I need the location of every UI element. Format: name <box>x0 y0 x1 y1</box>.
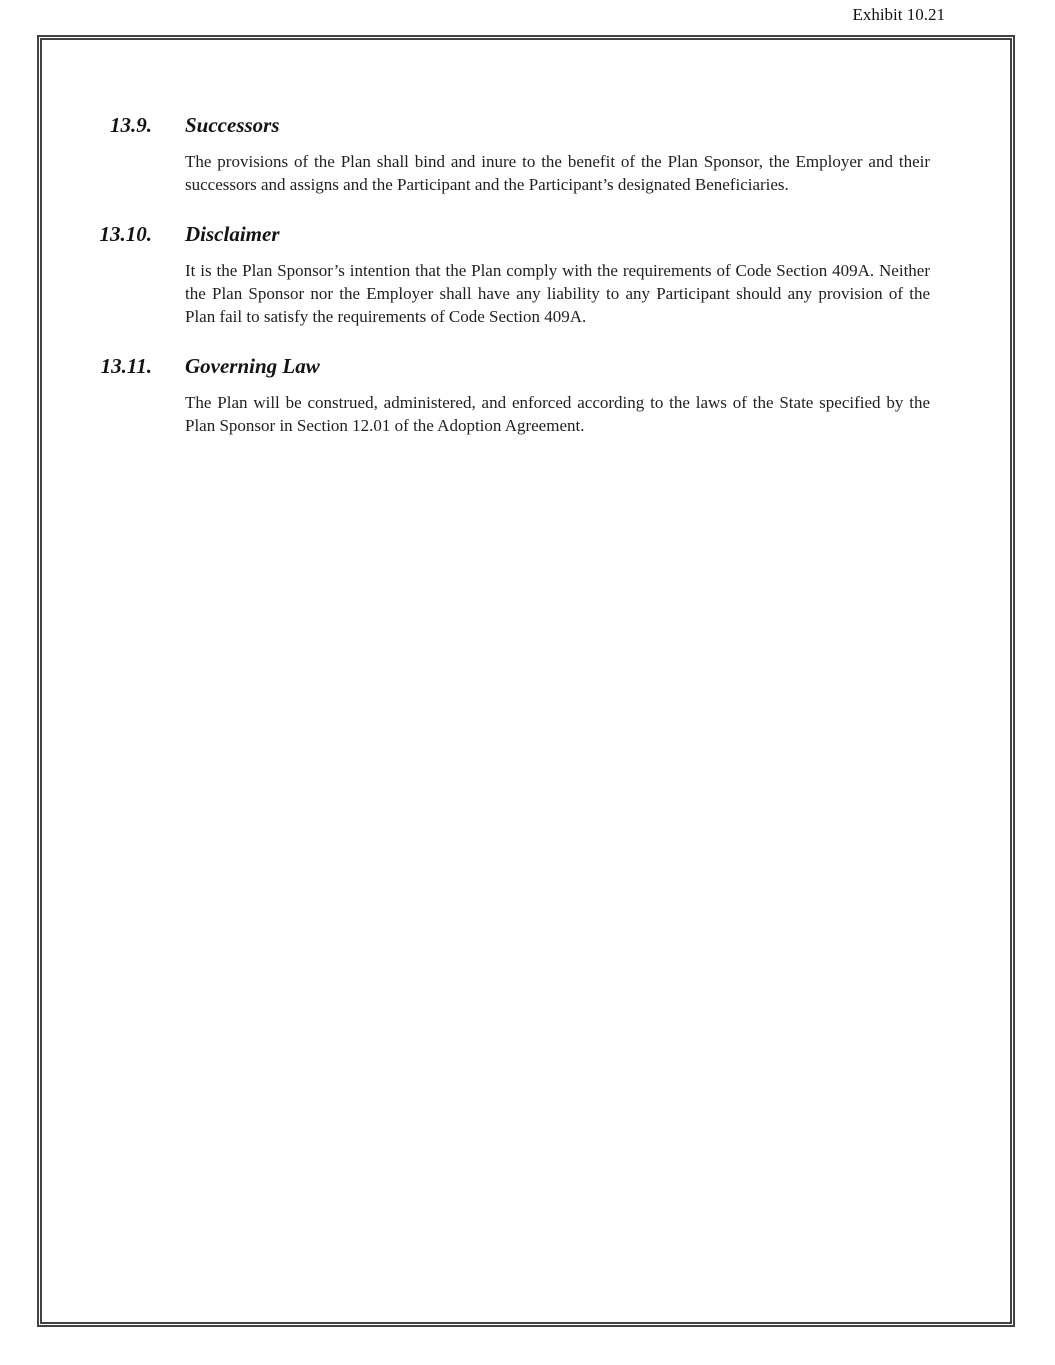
section-title: Disclaimer <box>185 222 280 246</box>
section-title: Successors <box>185 113 280 137</box>
section-title: Governing Law <box>185 354 320 378</box>
section-paragraph: The provisions of the Plan shall bind and inure to the benefit of the Plan Sponsor, the Employer and their successors and assigns and the Participant and the Participant’s designated Beneficiaries. <box>185 152 930 194</box>
section-number: 13.10. <box>99 222 152 246</box>
exhibit-label: Exhibit 10.21 <box>852 5 945 24</box>
section-heading <box>42 112 1010 138</box>
section-governing-law <box>42 353 1010 437</box>
section-disclaimer <box>42 221 1010 328</box>
section-successors <box>42 112 1010 196</box>
section-heading <box>42 221 1010 247</box>
section-paragraph: It is the Plan Sponsor’s intention that the Plan comply with the requirements of Code Section 409A. Neither the Plan Sponsor nor the Employer shall have any liability to any Participant should any provision of the Plan fail to satisfy the requirements of Code Section 409A. <box>185 261 930 326</box>
section-heading <box>42 353 1010 379</box>
section-number: 13.9. <box>110 113 152 137</box>
page-border-frame <box>37 35 1015 1327</box>
section-number: 13.11. <box>100 354 152 378</box>
document-content <box>42 40 1010 437</box>
section-paragraph: The Plan will be construed, administered, and enforced according to the laws of the State specified by the Plan Sponsor in Section 12.01 of the Adoption Agreement. <box>185 393 930 435</box>
